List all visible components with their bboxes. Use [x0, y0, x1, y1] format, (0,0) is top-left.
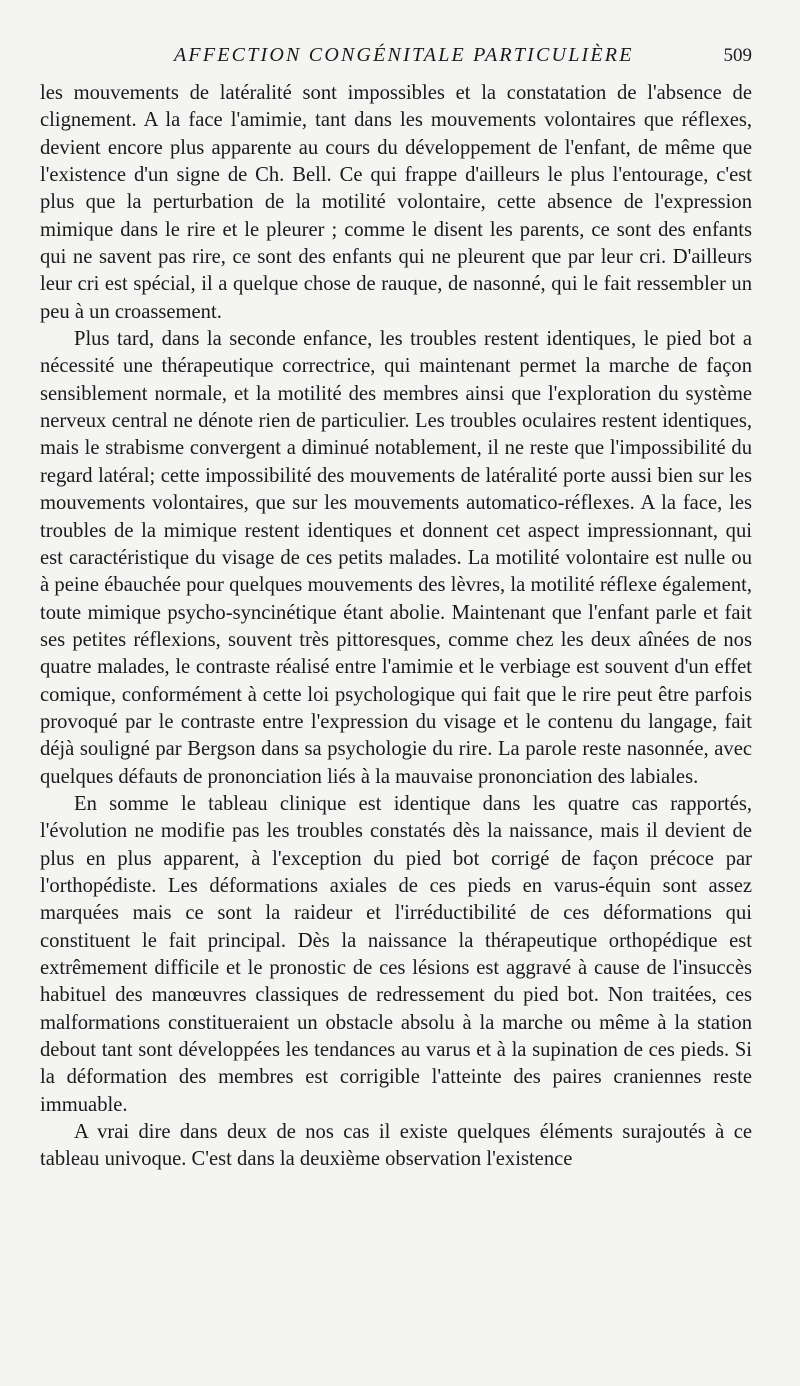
- page-number: 509: [723, 45, 752, 66]
- paragraph: A vrai dire dans deux de nos cas il existe quelques éléments surajoutés à ce tableau univoque. C'est dans la deuxième observation l'existence: [40, 1121, 752, 1171]
- paragraph-continued: les mouvements de latéralité sont impossibles et la constatation de l'absence de clignement. A la face l'amimie, tant dans les mouvements volontaires que réflexes, devient encore plus apparente au cours du développement de l'enfant, de même que l'existence d'un signe de Ch. Bell. Ce qui frappe d'ailleurs le plus l'entourage, c'est plus que la perturbation de la motilité volontaire, cette absence de l'expression mimique dans le rire et le pleurer ; comme le disent les parents, ce sont des enfants qui ne savent pas rire, ce sont des enfants qui ne pleurent que par leur cri. D'ailleurs leur cri est spécial, il a quelque chose de rauque, de nasonné, qui le fait ressembler un peu à un croassement.: [40, 82, 752, 323]
- page-header: [40, 44, 752, 80]
- body-text: [40, 80, 752, 1174]
- book-page: [40, 44, 752, 1174]
- running-title: AFFECTION CONGÉNITALE PARTICULIÈRE: [174, 44, 634, 66]
- paragraph: Plus tard, dans la seconde enfance, les troubles restent identiques, le pied bot a nécessité une thérapeutique correctrice, qui maintenant permet la marche de façon sensiblement normale, et la motilité des membres ainsi que l'exploration du système nerveux central ne dénote rien de particulier. Les troubles oculaires restent identiques, mais le strabisme convergent a diminué notablement, il ne reste que l'impossibilité du regard latéral; cette impossibilité des mouvements de latéralité porte aussi bien sur les mouvements volontaires, que sur les mouvements automatico-réflexes. A la face, les troubles de la mimique restent identiques et donnent cet aspect impressionnant, qui est caractéristique du visage de ces petits malades. La motilité volontaire est nulle ou à peine ébauchée pour quelques mouvements des lèvres, la motilité réflexe également, toute mimique psycho-syncinétique étant abolie. Maintenant que l'enfant parle et fait ses petites réflexions, souvent très pittoresques, comme chez les deux aînées de nos quatre malades, le contraste réalisé entre l'amimie et le verbiage est souvent d'un effet comique, conformément à cette loi psychologique qui fait que le rire peut être parfois provoqué par le contraste entre l'expression du visage et le contenu du langage, fait déjà souligné par Bergson dans sa psychologie du rire. La parole reste nasonnée, avec quelques défauts de prononciation liés à la mauvaise prononciation des labiales.: [40, 328, 752, 788]
- paragraph: En somme le tableau clinique est identique dans les quatre cas rapportés, l'évolution ne modifie pas les troubles constatés dès la naissance, mais il devient de plus en plus apparent, à l'exception du pied bot corrigé de façon précoce par l'orthopédiste. Les déformations axiales de ces pieds en varus-équin sont assez marquées mais ce sont la raideur et l'irréductibilité de ces déformations qui constituent le fait principal. Dès la naissance la thérapeutique orthopédique est extrêmement difficile et le pronostic de ces lésions est aggravé à cause de l'insuccès habituel des manœuvres classiques de redressement du pied bot. Non traitées, ces malformations constitueraient un obstacle absolu à la marche ou même à la station debout tant sont développées les tendances au varus et à la supination de ces pieds. Si la déformation des membres est corrigible l'atteinte des paires craniennes reste immuable.: [40, 792, 752, 1116]
